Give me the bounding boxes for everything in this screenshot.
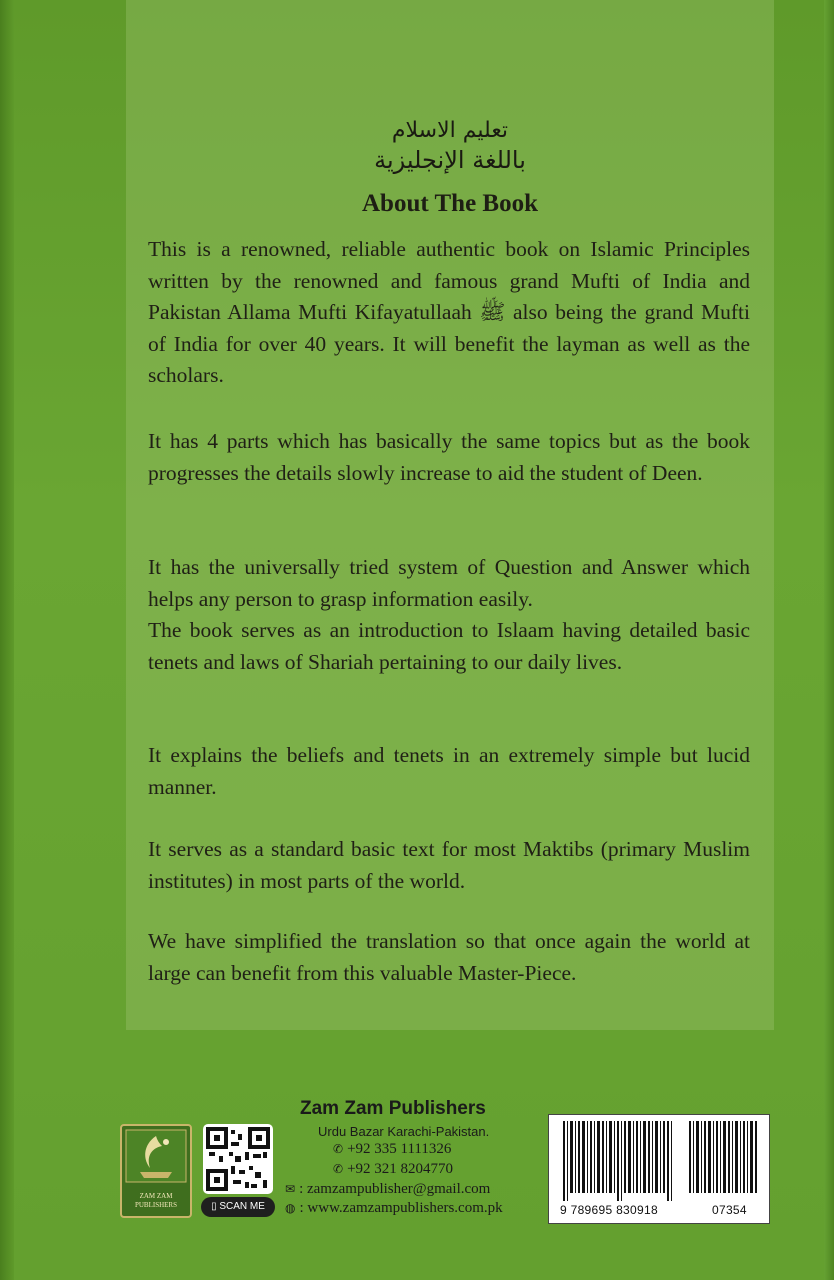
paragraph-text: It explains the beliefs and tenets in an extremely simple but lucid manner. [148, 743, 750, 799]
phone-line-2 [333, 1161, 453, 1178]
publisher-address: Urdu Bazar Karachi-Pakistan. [318, 1124, 490, 1139]
globe-icon: ◍ [285, 1201, 296, 1215]
qr-code-icon [203, 1124, 273, 1194]
paragraph-text: It serves as a standard basic text for most Maktibs (primary Muslim institutes) in most parts of the world. [148, 837, 750, 893]
publisher-name: Zam Zam Publishers [300, 1098, 486, 1119]
scan-me-label: SCAN ME [219, 1201, 265, 1212]
qr-code[interactable] [203, 1124, 273, 1194]
paragraph-text: The book serves as an introduction to Islaam having detailed basic tenets and laws of Shariah pertaining to our daily lives. [148, 618, 750, 674]
paragraph-beliefs [148, 740, 750, 803]
phone-whatsapp-icon: ✆ [333, 1162, 344, 1176]
isbn-addon: 07354 [712, 1203, 747, 1217]
scan-me-badge [201, 1197, 275, 1217]
email-address[interactable]: zamzampublisher@gmail.com [306, 1181, 491, 1197]
isbn-number: 9 789695 830918 [560, 1203, 658, 1217]
paragraph-method [148, 552, 750, 678]
website-line: ◍ : www.zamzampublishers.com.pk [285, 1200, 503, 1216]
phone-line-1 [333, 1141, 451, 1158]
publisher-logo [120, 1124, 192, 1218]
cover-edge [824, 0, 834, 1280]
logo-emblem-icon [122, 1126, 190, 1186]
arabic-title-line1: تعليم الاسلام [391, 118, 509, 143]
paragraph-text: This is a renowned, reliable authentic book on Islamic Principles written by the renowned and famous grand Mufti of India and Pakistan Allama Mufti Kifayatullaah ﷺ also being the grand Mufti of India for over 40 years. It will benefit the layman as well as the scholars. [148, 237, 750, 387]
phone-whatsapp-icon: ✆ [333, 1142, 344, 1156]
paragraph-text: We have simplified the translation so that once again the world at large can benefit from this valuable Master-Piece. [148, 929, 750, 985]
email-line: ✉ : zamzampublisher@gmail.com [285, 1181, 491, 1197]
page-title: About The Book [362, 190, 538, 217]
phone-number-1[interactable]: +92 335 1111326 [347, 1141, 452, 1157]
arabic-title-line2: باللغة الإنجليزية [374, 146, 526, 174]
phone-icon: ▯ [211, 1201, 217, 1212]
spine-shade [0, 0, 14, 1280]
paragraph-translation [148, 926, 750, 989]
paragraph-text: It has the universally tried system of Question and Answer which helps any person to grasp information easily. [148, 555, 750, 611]
email-icon: ✉ [285, 1182, 296, 1196]
paragraph-intro [148, 234, 750, 392]
logo-text-line1: ZAM ZAM [139, 1192, 173, 1200]
barcode-icon [549, 1115, 769, 1201]
isbn-digits [560, 1203, 760, 1217]
phone-number-2[interactable]: +92 321 8204770 [347, 1161, 454, 1177]
logo-text-line2: PUBLISHERS [134, 1201, 177, 1209]
paragraph-standard [148, 834, 750, 897]
paragraph-text: It has 4 parts which has basically the same topics but as the book progresses the details slowly increase to aid the student of Deen. [148, 429, 750, 485]
paragraph-parts [148, 426, 750, 489]
website-url[interactable]: www.zamzampublishers.com.pk [307, 1200, 503, 1216]
